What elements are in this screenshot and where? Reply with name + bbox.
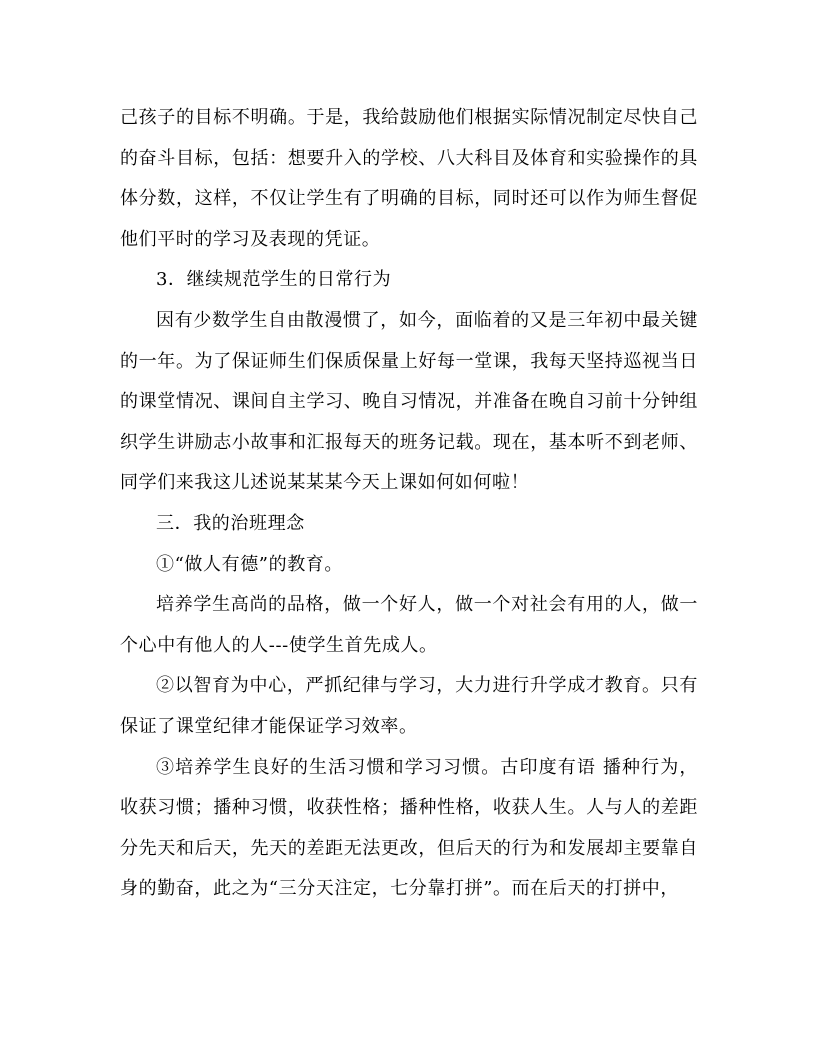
section-heading-3: 3．继续规范学生的日常行为: [156, 269, 392, 291]
list-item-moral-education: ①“做人有德”的教育。: [156, 553, 344, 575]
list-item-good-habits: ③培养学生良好的生活习惯和学习习惯。古印度有语 播种行为，收获习惯；播种习惯，收获性格；播种性格，收获人生。人与人的差距分先天和后天，先天的差距无法更改，但后天的行为和发展却主要靠自身的勤奋，此之为“三分天注定，七分靠打拼”。而在后天的打拼中，: [120, 756, 698, 900]
paragraph-moral-character: 培养学生高尚的品格，做一个好人，做一个对社会有用的人，做一个心中有他人的人---使学生首先成人。: [120, 594, 698, 656]
document-body: [120, 98, 698, 910]
section-heading-philosophy: 三．我的治班理念: [156, 512, 305, 534]
paragraph-continuation: 己孩子的目标不明确。于是，我给鼓励他们根据实际情况制定尽快自己的奋斗目标，包括：想要升入的学校、八大科目及体育和实验操作的具体分数，这样，不仅让学生有了明确的目标，同时还可以作为师生督促他们平时的学习及表现的凭证。: [120, 107, 698, 250]
list-item-intellectual-education: ②以智育为中心，严抓纪律与学习，大力进行升学成才教育。只有保证了课堂纪律才能保证学习效率。: [120, 675, 698, 737]
paragraph-daily-behavior: 因有少数学生自由散漫惯了，如今，面临着的又是三年初中最关键的一年。为了保证师生们保质保量上好每一堂课，我每天坚持巡视当日的课堂情况、课间自主学习、晚自习情况，并准备在晚自习前十分钟组织学生讲励志小故事和汇报每天的班务记载。现在，基本听不到老师、同学们来我这儿述说某某某今天上课如何如何啦！: [120, 309, 698, 494]
